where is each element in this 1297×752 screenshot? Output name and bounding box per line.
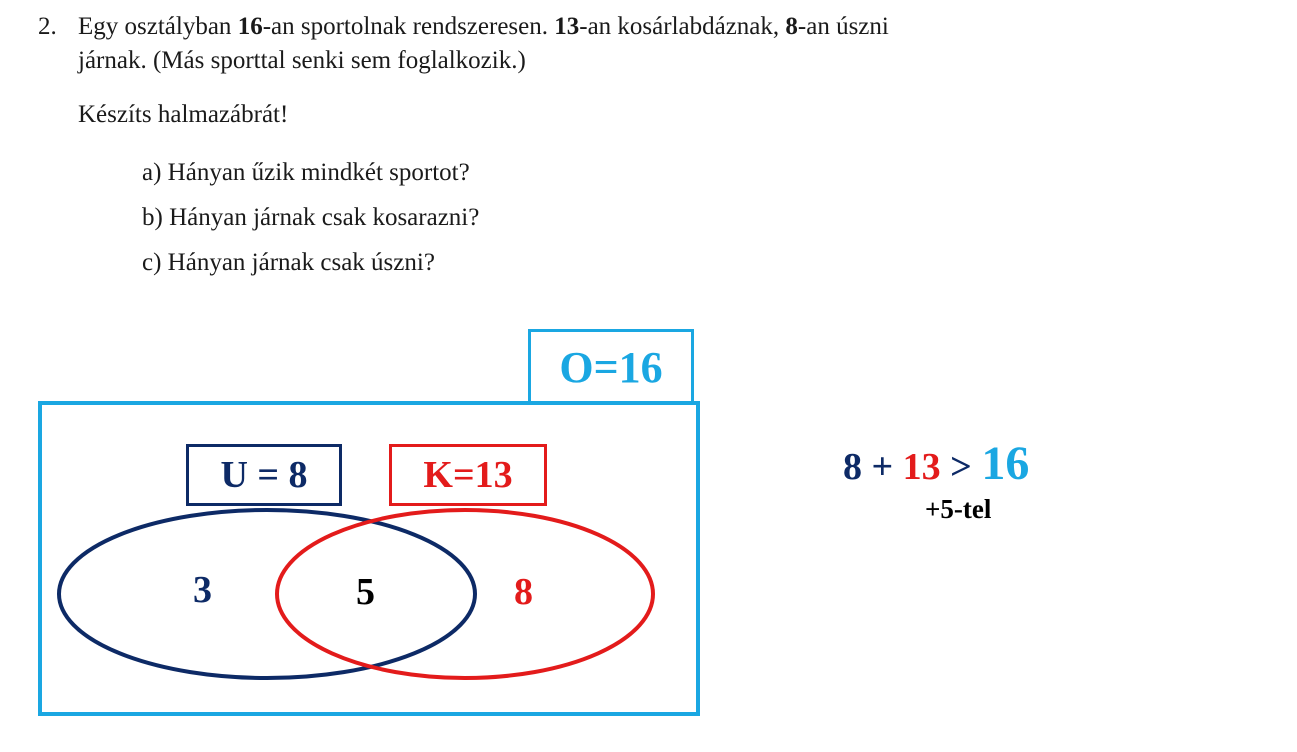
region-only-k: 8 <box>514 571 533 613</box>
set-u-label: U = 8 <box>186 444 342 506</box>
problem-number-value: 13 <box>554 13 580 40</box>
problem-number-value: 8 <box>785 13 798 40</box>
problem-text-segment: -an úszni <box>797 13 889 40</box>
inequality <box>843 437 1030 491</box>
problem-number-value: 16 <box>237 13 263 40</box>
problem-text-segment: -an sportolnak rendszeresen. <box>262 13 555 40</box>
region-only-u: 3 <box>193 569 212 611</box>
region-intersection: 5 <box>356 571 375 613</box>
problem-text-segment: -an kosárlabdáznak, <box>579 13 786 40</box>
question-a: a) Hányan űzik mindkét sportot? <box>142 159 470 186</box>
set-u-ellipse <box>59 510 475 678</box>
inequality-term-a: 8 <box>843 446 862 488</box>
problem-number: 2. <box>38 13 57 40</box>
inequality-term-b: 13 <box>902 446 941 488</box>
inequality-plus: + <box>862 446 903 488</box>
problem-instruction: Készíts halmazábrát! <box>78 101 289 128</box>
set-k-label: K=13 <box>389 444 547 506</box>
inequality-note: +5-tel <box>925 494 992 524</box>
inequality-term-c: 16 <box>981 437 1030 490</box>
question-c: c) Hányan járnak csak úszni? <box>142 249 435 276</box>
universe-label: O=16 <box>528 329 694 401</box>
problem-line-2: járnak. (Más sporttal senki sem foglalkozik.) <box>78 47 526 74</box>
question-b: b) Hányan járnak csak kosarazni? <box>142 204 480 231</box>
inequality-gt: > <box>940 446 982 488</box>
problem-text-segment: Egy osztályban <box>78 13 238 40</box>
set-k-ellipse <box>277 510 653 678</box>
